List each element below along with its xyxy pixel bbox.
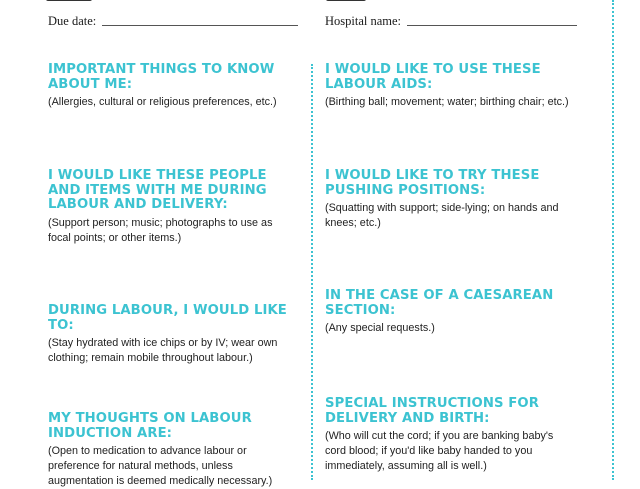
section-hint: (Birthing ball; movement; water; birthing chair; etc.)	[325, 96, 569, 108]
column-divider	[311, 64, 313, 480]
section-induction[interactable]	[48, 412, 296, 489]
section-special-instructions[interactable]	[325, 397, 573, 474]
section-heading: I WOULD LIKE THESE PEOPLE AND ITEMS WITH ME DURING LABOUR AND DELIVERY:	[48, 168, 267, 212]
section-heading: DURING LABOUR, I WOULD LIKE TO:	[48, 303, 287, 333]
hospital-name-line[interactable]	[407, 25, 577, 26]
section-heading: IMPORTANT THINGS TO KNOW ABOUT ME:	[48, 62, 275, 92]
section-hint: (Squatting with support; side-lying; on hands and knees; etc.)	[325, 202, 559, 229]
section-hint: (Allergies, cultural or religious preferences, etc.)	[48, 96, 277, 108]
section-caesarean[interactable]	[325, 289, 573, 336]
section-hint: (Support person; music; photographs to use as focal points; or other items.)	[48, 216, 273, 244]
header-remnant-right	[326, 0, 366, 1]
section-hint: (Stay hydrated with ice chips or by IV; wear own clothing; remain mobile throughout labour.)	[48, 337, 278, 364]
section-labour-aids[interactable]	[325, 63, 573, 110]
section-hint: (Open to medication to advance labour or preference for natural methods, unless augmentation is deemed medically necessary.)	[48, 445, 273, 487]
section-people-items[interactable]	[48, 169, 296, 246]
section-heading: I WOULD LIKE TO USE THESE LABOUR AIDS:	[325, 62, 541, 92]
section-during-labour[interactable]	[48, 304, 296, 366]
section-heading: IN THE CASE OF A CAESAREAN SECTION:	[325, 288, 554, 318]
hospital-name-label: Hospital name:	[325, 14, 402, 28]
section-hint: (Any special requests.)	[325, 322, 435, 334]
due-date-field[interactable]	[48, 14, 298, 29]
header-remnant-left	[46, 0, 92, 1]
section-important-things[interactable]	[48, 63, 296, 110]
page-edge-border	[612, 0, 614, 480]
due-date-line[interactable]	[102, 25, 298, 26]
section-heading: MY THOUGHTS ON LABOUR INDUCTION ARE:	[48, 411, 252, 441]
hospital-name-field[interactable]	[325, 14, 577, 29]
section-hint: (Who will cut the cord; if you are banking baby's cord blood; if you'd like baby handed to you immediately, assuming all is well.)	[325, 430, 554, 472]
due-date-label: Due date:	[48, 14, 97, 28]
section-pushing-positions[interactable]	[325, 169, 573, 231]
section-heading: SPECIAL INSTRUCTIONS FOR DELIVERY AND BIRTH:	[325, 396, 539, 426]
section-heading: I WOULD LIKE TO TRY THESE PUSHING POSITIONS:	[325, 168, 540, 198]
